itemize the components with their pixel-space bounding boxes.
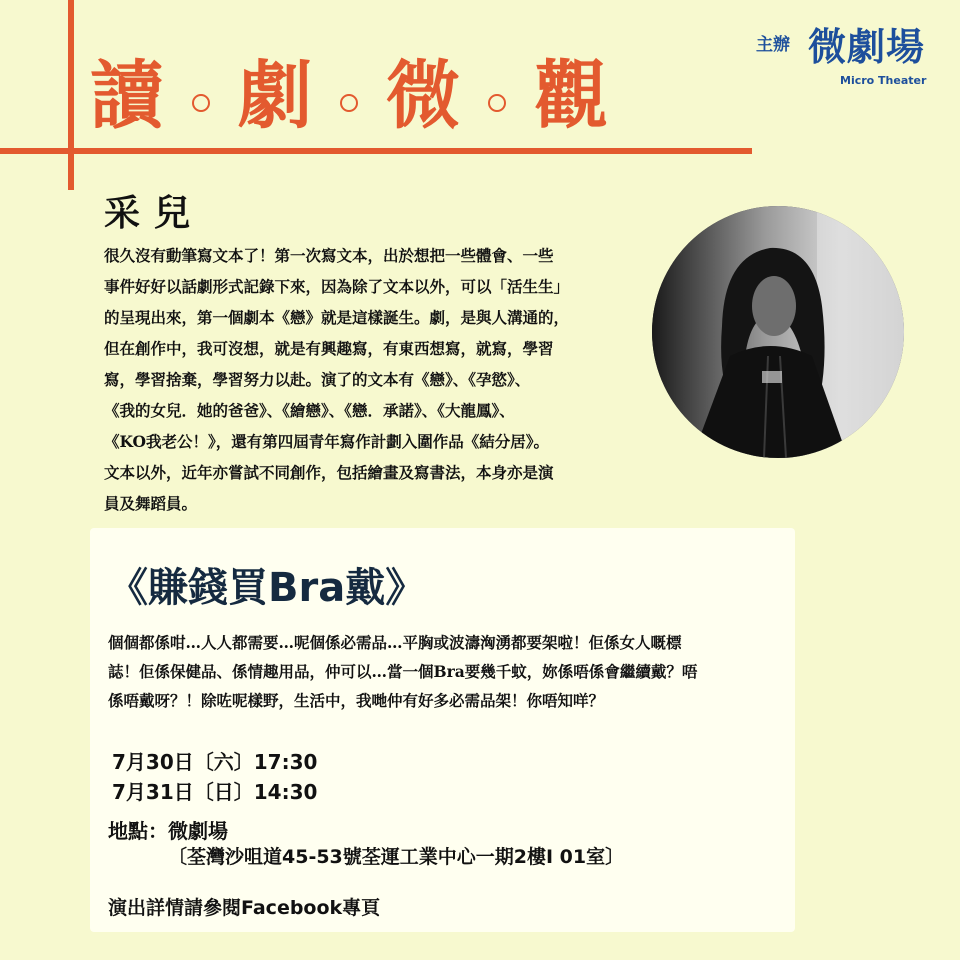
bio-line: 但在創作中，我可沒想，就是有興趣寫，有東西想寫，就寫，學習 (104, 339, 554, 358)
show-date-1: 7月30日〔六〕17:30 (112, 750, 318, 774)
host-label: 主辦 (756, 35, 790, 55)
play-title: 《賺錢買Bra戴》 (108, 565, 426, 611)
title-char-3: 微 (386, 53, 460, 139)
bio-line: 很久沒有動筆寫文本了！第一次寫文本，出於想把一些體會、一些 (104, 246, 554, 265)
bio-line: 《我的女兒．她的爸爸》、《繪戀》、《戀．承諾》、《大龍鳳》、 (104, 401, 515, 420)
title-separator-dot (192, 94, 210, 112)
logo-main-text: 微劇場 (808, 25, 926, 69)
bio-line: 員及舞蹈員。 (104, 494, 198, 513)
title-separator-dot (488, 94, 506, 112)
logo-sub-text: Micro Theater (840, 74, 927, 87)
venue-address: 〔荃灣沙咀道45-53號荃運工業中心一期2樓I 01室〕 (168, 846, 625, 868)
title-char-4: 觀 (534, 53, 608, 139)
accent-vertical-line (68, 0, 74, 190)
synopsis-line: 係唔戴呀？！除咗呢樣野，生活中，我哋仲有好多必需品架！你唔知咩？ (108, 691, 605, 710)
event-title (90, 48, 608, 144)
micro-theater-logo (808, 25, 927, 87)
synopsis-line: 個個都係咁…人人都需要…呢個係必需品…平胸或波濤洶湧都要架啦！佢係女人嘅標 (108, 633, 682, 652)
accent-horizontal-line (0, 148, 752, 154)
bio-line: 寫，學習捨棄，學習努力以赴。演了的文本有《戀》、《孕慾》、 (104, 370, 531, 389)
title-separator-dot (340, 94, 358, 112)
show-date-2: 7月31日〔日〕14:30 (112, 780, 318, 804)
bio-line: 事件好好以話劇形式記錄下來，因為除了文本以外，可以「活生生」 (104, 277, 570, 296)
title-char-1: 讀 (90, 53, 164, 139)
venue-label: 地點：微劇場 (108, 819, 228, 843)
portrait-illustration (652, 206, 904, 458)
bio-line: 的呈現出來，第一個劇本《戀》就是這樣誕生。劇，是與人溝通的， (104, 308, 570, 327)
bio-line: 《KO我老公！》，還有第四屆青年寫作計劃入圍作品《結分居》。 (104, 432, 550, 451)
title-char-2: 劇 (238, 53, 312, 139)
play-synopsis (108, 628, 778, 715)
synopsis-line: 誌！佢係保健品、係情趣用品，仲可以…當一個Bra要幾千蚊，妳係唔係會繼續戴？唔 (108, 662, 698, 681)
playwright-bio (104, 240, 644, 519)
more-info-text: 演出詳情請參閱Facebook專頁 (108, 897, 381, 919)
play-info-panel (90, 528, 795, 932)
playwright-photo (652, 206, 904, 458)
playwright-name: 采兒 (104, 192, 205, 234)
bio-line: 文本以外，近年亦嘗試不同創作，包括繪畫及寫書法，本身亦是演 (104, 463, 554, 482)
